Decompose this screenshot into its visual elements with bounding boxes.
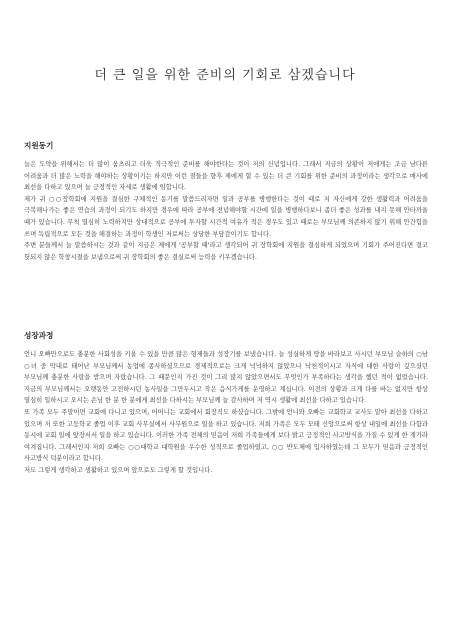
section-motivation bbox=[24, 140, 428, 263]
paragraph: 늘은 도약을 위해서는 더 많이 움츠리고 더욱 적극적인 준비를 해야한다는 것이 저의 신념입니다. 그래서 지금의 상황이 저에게는 조금 남다른 어려움과 더 많은 노력을 해야하는 상황이기는 하지만 이런 점들을 향후 제에게 할 수 있는 더 큰 기회를 위한 준비의 과정이라는 생각으로 매사에 최선을 다하고 있으며 늘 긍정적인 자세로 생활에 임합니다. bbox=[24, 161, 428, 192]
paragraph: 저도 그렇게 생각하고 생활하고 있으며 앞으로도 그렇게 할 것입니다. bbox=[24, 466, 213, 474]
paragraph: 또 가족 모두 주말이면 교회에 다니고 있으며, 어머니는 교회에서 회장직도 하셨습니다. 그밖에 언니와 오빠는 교회학교 교사도 맡아 최선을 다하고 있으며 저 또한 고등학교 졸업 이후 교회 사무실에서 사무원으로 일을 하고 있습니다. 저희 가족은 모두 모태 신앙으로써 항상 내일에 최선을 다함과 동시에 교회 일에 앞장서서 일을 하고 있습니다. 이러한 가족 전체의 믿음이 저희 가족들에게 보다 밝고 긍정적인 사고방식을 가질 수 있게 한 계기라 여겨집니다. 그래서인지 저희 오빠는 ○○대학교 대학원을 우수한 성적으로 졸업하였고, ○○ 반도체에 입사하였는데 그 모두가 믿음과 긍정적인 사고방식 덕분이라고 합니다. bbox=[24, 408, 428, 463]
section-heading: 성장과정 bbox=[24, 331, 54, 340]
document-title: 더 큰 일을 위한 준비의 기회로 삼겠습니다 bbox=[94, 68, 356, 83]
section-heading: 지원동기 bbox=[24, 141, 54, 150]
paragraph: 제가 귀 ○○장학회에 지원을 결심한 구체적인 동기를 말씀드리자면 일과 공부를 병행한다는 것이 때로 저 자신에게 강한 생활력과 어려움을 극복해나가는 좋은 연습의 과정이 되기도 하지만 경우에 따라 공부에 전념해야할 시간에 일을 병행하다보니 좀더 좋은 성과를 내지 못해 안타까울 때가 있습니다. 무척 열심히 노력하지만 상대적으로 공부에 투자할 시간적 여유가 적은 경우도 있고 때로는 부모님께 의존하지 않기 위해 안간힘을 쓰며 독립적으로 모든 것을 해결하는 과정이 학생인 저로써는 상당한 부담감이기도 합니다. bbox=[24, 195, 428, 238]
paragraph: 주변 분들께서 늘 말씀하시는 것과 같이 지금은 제에게 '공부할 때'라고 생각되어 귀 장학회에 지원을 결심하게 되었으며 기회가 주어진다면 결코 헛되지 않은 학창시절을 보냄으로써 귀 장학회의 좋은 결실로써 능력을 키우겠습니다. bbox=[24, 242, 428, 261]
section-upbringing bbox=[24, 330, 428, 477]
paragraph: 언니 오빠만으로도 충분한 사회성을 키울 수 있을 만큼 많은 형제들과 성장기를 보냈습니다. 늘 성실하게 땅을 바라보고 사시던 부모님 슬하의 ○남 ○녀 중 막내로 태어난 부모님께서 농업에 종사하셨으므로 경제적으로는 크게 넉넉하지 않았으나 낙천적이시고 자식에 대한 사랑이 깊으셨던 부모님께 충분한 사랑을 받으며 자랐습니다. 그 때문인지 가진 것이 그리 많지 않았으면서도 무엇인가 부족하다는 생각을 했던 적이 없었습니다. 지금의 부모님께서는 오랫동안 고전하시던 농사일을 그만두시고 작은 음식가게를 운영하고 계십니다. 이전의 상황과 크게 다를 바는 없지만 항상 열심히 일하시고 오시는 손님 한 분 한 분에게 최선을 다하시는 부모님께 늘 감사하며 저 역시 생활에 최선을 다하고 있습니다. bbox=[24, 351, 428, 405]
